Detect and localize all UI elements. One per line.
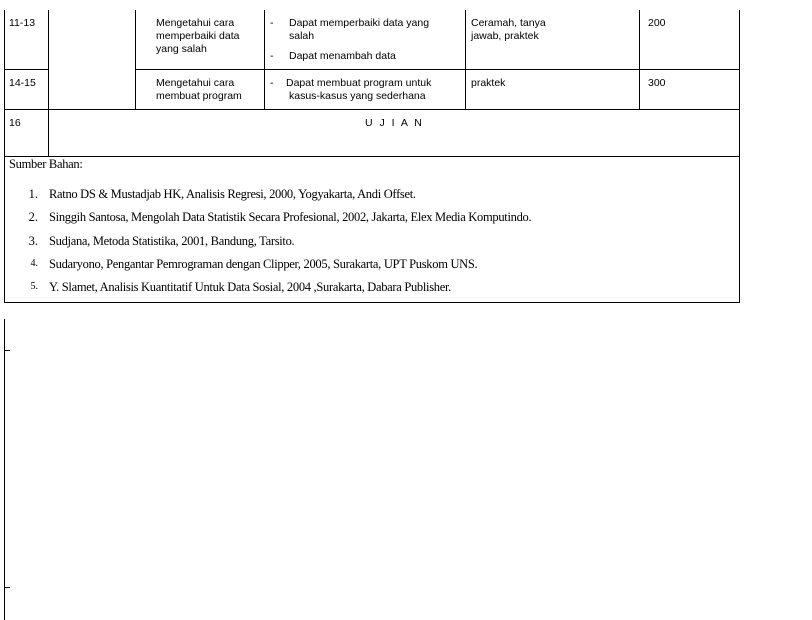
week-cell: 11-13: [9, 17, 36, 29]
reference-item: Sudaryono, Pengantar Pemrograman dengan Clipper, 2005, Surakarta, UPT Puskom UNS.: [49, 257, 478, 271]
week-cell: 16: [9, 117, 21, 129]
content-line: salah: [289, 30, 315, 42]
content-bullet: -: [270, 17, 274, 29]
table-divider-subject: [135, 10, 136, 109]
objective-line: memperbaiki data: [156, 30, 240, 42]
objective-line: membuat program: [156, 90, 242, 102]
content-line: Dapat menambah data: [289, 50, 396, 62]
method-line: jawab, praktek: [471, 30, 539, 42]
table-divider-week: [48, 10, 49, 156]
exam-label: U J I A N: [365, 117, 424, 129]
margin-guide-tick-top: [4, 350, 10, 351]
table-divider-method: [639, 10, 640, 109]
time-cell: 300: [648, 77, 666, 89]
row-divider-1b: [135, 69, 740, 70]
margin-guide-tick-bottom: [4, 587, 10, 588]
reference-item: Ratno DS & Mustadjab HK, Analisis Regresi, 2000, Yogyakarta, Andi Offset.: [49, 187, 416, 201]
reference-number: 2.: [28, 210, 38, 224]
content-line: kasus-kasus yang sederhana: [289, 90, 426, 102]
row-divider-2: [4, 109, 740, 110]
row-divider-3: [4, 156, 740, 157]
method-line: Ceramah, tanya: [471, 17, 546, 29]
content-line: Dapat memperbaiki data yang: [289, 17, 430, 29]
content-line: Dapat membuat program untuk: [286, 77, 432, 89]
time-cell: 200: [648, 17, 666, 29]
reference-number: 5.: [30, 281, 38, 292]
reference-item: Y. Slamet, Analisis Kuantitatif Untuk Data Sosial, 2004 ,Surakarta, Dabara Publisher.: [49, 280, 451, 294]
table-border-bottom: [4, 302, 740, 303]
reference-number: 3.: [28, 234, 38, 248]
objective-line: Mengetahui cara: [156, 77, 235, 89]
references-heading: Sumber Bahan:: [9, 157, 83, 171]
content-bullet: -: [270, 50, 274, 62]
method-line: praktek: [471, 77, 506, 89]
objective-line: Mengetahui cara: [156, 17, 235, 29]
objective-line: yang salah: [156, 43, 207, 55]
reference-item: Singgih Santosa, Mengolah Data Statistik Secara Profesional, 2002, Jakarta, Elex Media Komputindo.: [49, 210, 532, 224]
reference-item: Sudjana, Metoda Statistika, 2001, Bandung, Tarsito.: [49, 234, 295, 248]
row-divider-1: [4, 69, 48, 70]
reference-number: 4.: [30, 258, 38, 269]
content-bullet: -: [270, 77, 274, 89]
reference-number: 1.: [28, 187, 38, 201]
table-divider-content: [465, 10, 466, 109]
margin-guide-vertical: [4, 319, 5, 620]
week-cell: 14-15: [9, 77, 36, 89]
table-divider-objective: [264, 10, 265, 109]
